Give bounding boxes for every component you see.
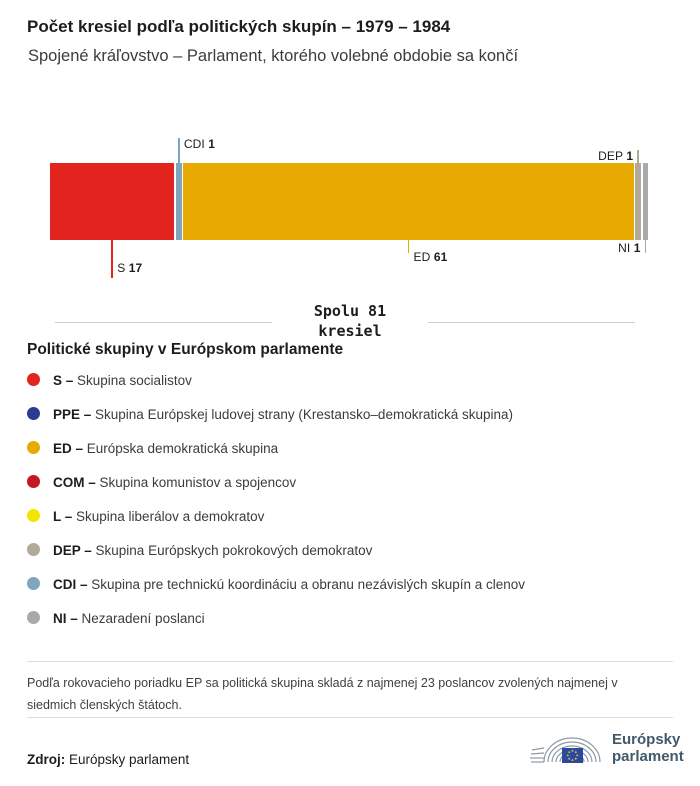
- total-line-2: kresiel: [318, 322, 382, 340]
- legend-item-cdi: [27, 576, 687, 610]
- bar-segment-dep: [635, 163, 641, 240]
- callout-line-dep: [637, 150, 639, 163]
- bar-segment-s: [50, 163, 174, 240]
- legend-label-l: L – Skupina liberálov a demokratov: [53, 509, 265, 524]
- callout-line-cdi: [178, 138, 180, 163]
- legend-dot-l-icon: [27, 509, 40, 522]
- legend-item-l: [27, 508, 687, 542]
- source-value: Európsky parlament: [69, 752, 190, 767]
- legend-label-ni: NI – Nezaradení poslanci: [53, 611, 205, 626]
- callout-line-ni: [645, 240, 647, 253]
- bar-segment-cdi: [176, 163, 182, 240]
- stacked-bar-track: [50, 163, 650, 240]
- total-left-rule: [55, 322, 272, 323]
- callout-line-ed: [408, 240, 410, 253]
- total-right-rule: [428, 322, 635, 323]
- page-title: Počet kresiel podľa politických skupín – 1979 – 1984: [27, 17, 451, 36]
- page-subtitle: Spojené kráľovstvo – Parlament, ktorého volebné obdobie sa končí: [28, 47, 519, 65]
- legend-label-com: COM – Skupina komunistov a spojencov: [53, 475, 297, 490]
- legend-item-ni: [27, 610, 687, 644]
- legend-dot-com-icon: [27, 475, 40, 488]
- bar-segment-ed: [183, 163, 633, 240]
- footnote-text: Podľa rokovacieho poriadku EP sa politická skupina skladá z najmenej 23 poslancov zvolených najmenej v siedmich členských štátoch.: [27, 676, 618, 712]
- legend-item-s: [27, 372, 687, 406]
- total-line-1: Spolu 81: [313, 302, 387, 320]
- callout-label-cdi: CDI 1: [183, 137, 216, 151]
- legend-label-cdi: CDI – Skupina pre technickú koordináciu a obranu nezávislých skupín a clenov: [53, 577, 526, 592]
- ep-logo-text-line2: parlament: [612, 748, 684, 765]
- callout-label-s: S 17: [117, 261, 143, 275]
- ep-hemicycle-flag-icon: [528, 724, 604, 772]
- legend-heading: Politické skupiny v Európskom parlamente: [27, 341, 344, 358]
- legend-label-ppe: PPE – Skupina Európskej ludovej strany (Krestansko–demokratická skupina): [53, 407, 513, 422]
- legend-item-ed: [27, 440, 687, 474]
- legend-label-s: S – Skupina socialistov: [53, 373, 192, 388]
- divider-top: [27, 661, 673, 662]
- legend-item-com: [27, 474, 687, 508]
- callout-label-dep: DEP 1: [598, 149, 634, 163]
- legend-dot-s-icon: [27, 373, 40, 386]
- total-seats-label: [0, 301, 700, 341]
- legend-item-ppe: [27, 406, 687, 440]
- legend-item-dep: [27, 542, 687, 576]
- callout-label-ed: ED 61: [413, 250, 448, 264]
- divider-bottom: [27, 717, 673, 718]
- callout-label-ni: NI 1: [618, 241, 641, 255]
- legend-dot-cdi-icon: [27, 577, 40, 590]
- ep-logo-text-line1: Európsky: [612, 731, 681, 748]
- bar-segment-ni: [643, 163, 649, 240]
- legend-label-ed: ED – Európska demokratická skupina: [53, 441, 279, 456]
- legend-dot-dep-icon: [27, 543, 40, 556]
- ep-logo-text: [612, 731, 684, 765]
- ep-logo: [528, 724, 684, 772]
- legend-dot-ppe-icon: [27, 407, 40, 420]
- eu-flag-icon: [562, 748, 583, 763]
- source-label: Zdroj:: [27, 752, 66, 767]
- legend-dot-ni-icon: [27, 611, 40, 624]
- legend-dot-ed-icon: [27, 441, 40, 454]
- seat-bar-chart: [0, 135, 700, 305]
- source-line: [27, 752, 189, 767]
- callout-line-s: [111, 240, 113, 278]
- legend-label-dep: DEP – Skupina Európskych pokrokových demokratov: [53, 543, 373, 558]
- legend-list: [27, 372, 687, 644]
